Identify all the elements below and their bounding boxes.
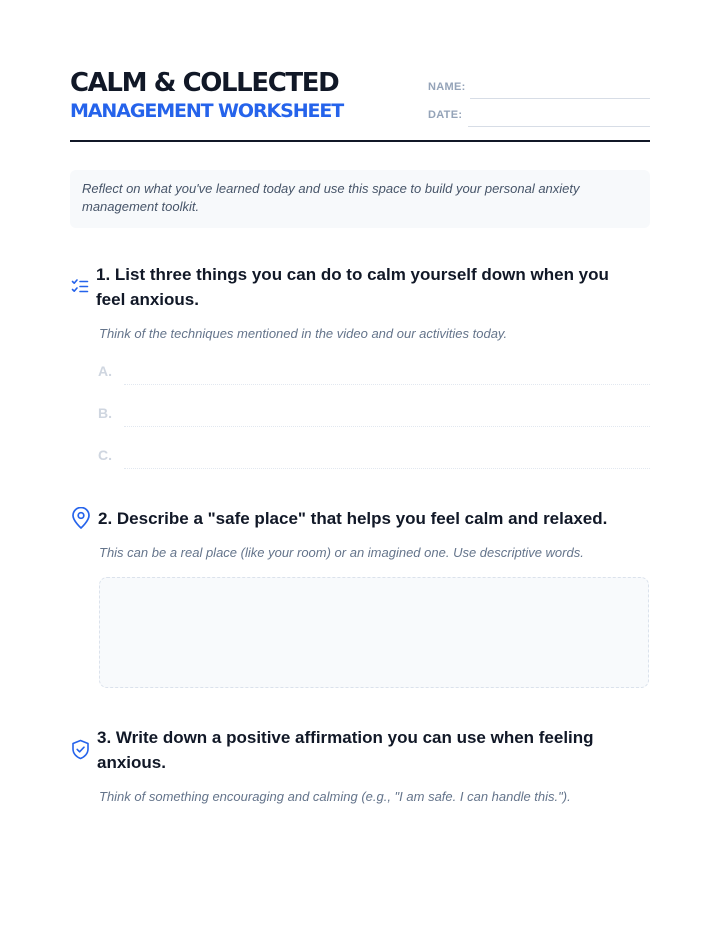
name-line[interactable] (470, 98, 650, 99)
answer-letter: A. (98, 363, 112, 379)
checklist-icon (71, 278, 89, 301)
worksheet-header (70, 66, 650, 142)
map-pin-icon (71, 507, 91, 534)
answer-row-c[interactable] (98, 443, 650, 469)
answer-letter: C. (98, 447, 112, 463)
answer-row-a[interactable] (98, 359, 650, 385)
answer-row-b[interactable] (98, 401, 650, 427)
question-2-title: 2. Describe a "safe place" that helps you feel calm and relaxed. (98, 509, 608, 528)
name-label: NAME: (428, 81, 466, 93)
worksheet-title: CALM & COLLECTED (70, 68, 339, 98)
worksheet-subtitle: MANAGEMENT WORKSHEET (70, 100, 344, 122)
answer-letter: B. (98, 405, 112, 421)
safe-place-answer-box[interactable] (99, 577, 649, 688)
shield-check-icon (71, 739, 90, 765)
question-1-title: 1. List three things you can do to calm yourself down when you feel anxious. (96, 265, 609, 309)
question-3-title: 3. Write down a positive affirmation you can use when feeling anxious. (97, 728, 594, 772)
date-label: DATE: (428, 109, 463, 121)
question-2-hint: This can be a real place (like your room) or an imagined one. Use descriptive words. (99, 545, 584, 560)
answer-line[interactable] (124, 426, 650, 427)
name-field[interactable] (428, 77, 650, 97)
date-line[interactable] (468, 126, 650, 127)
header-divider (70, 140, 650, 142)
date-field[interactable] (428, 105, 650, 125)
answer-line[interactable] (124, 384, 650, 385)
question-1-hint: Think of the techniques mentioned in the video and our activities today. (99, 326, 508, 341)
question-3-hint: Think of something encouraging and calming (e.g., "I am safe. I can handle this."). (99, 789, 571, 804)
intro-text: Reflect on what you've learned today and use this space to build your personal anxiety management toolkit. (70, 170, 650, 228)
answer-line[interactable] (124, 468, 650, 469)
